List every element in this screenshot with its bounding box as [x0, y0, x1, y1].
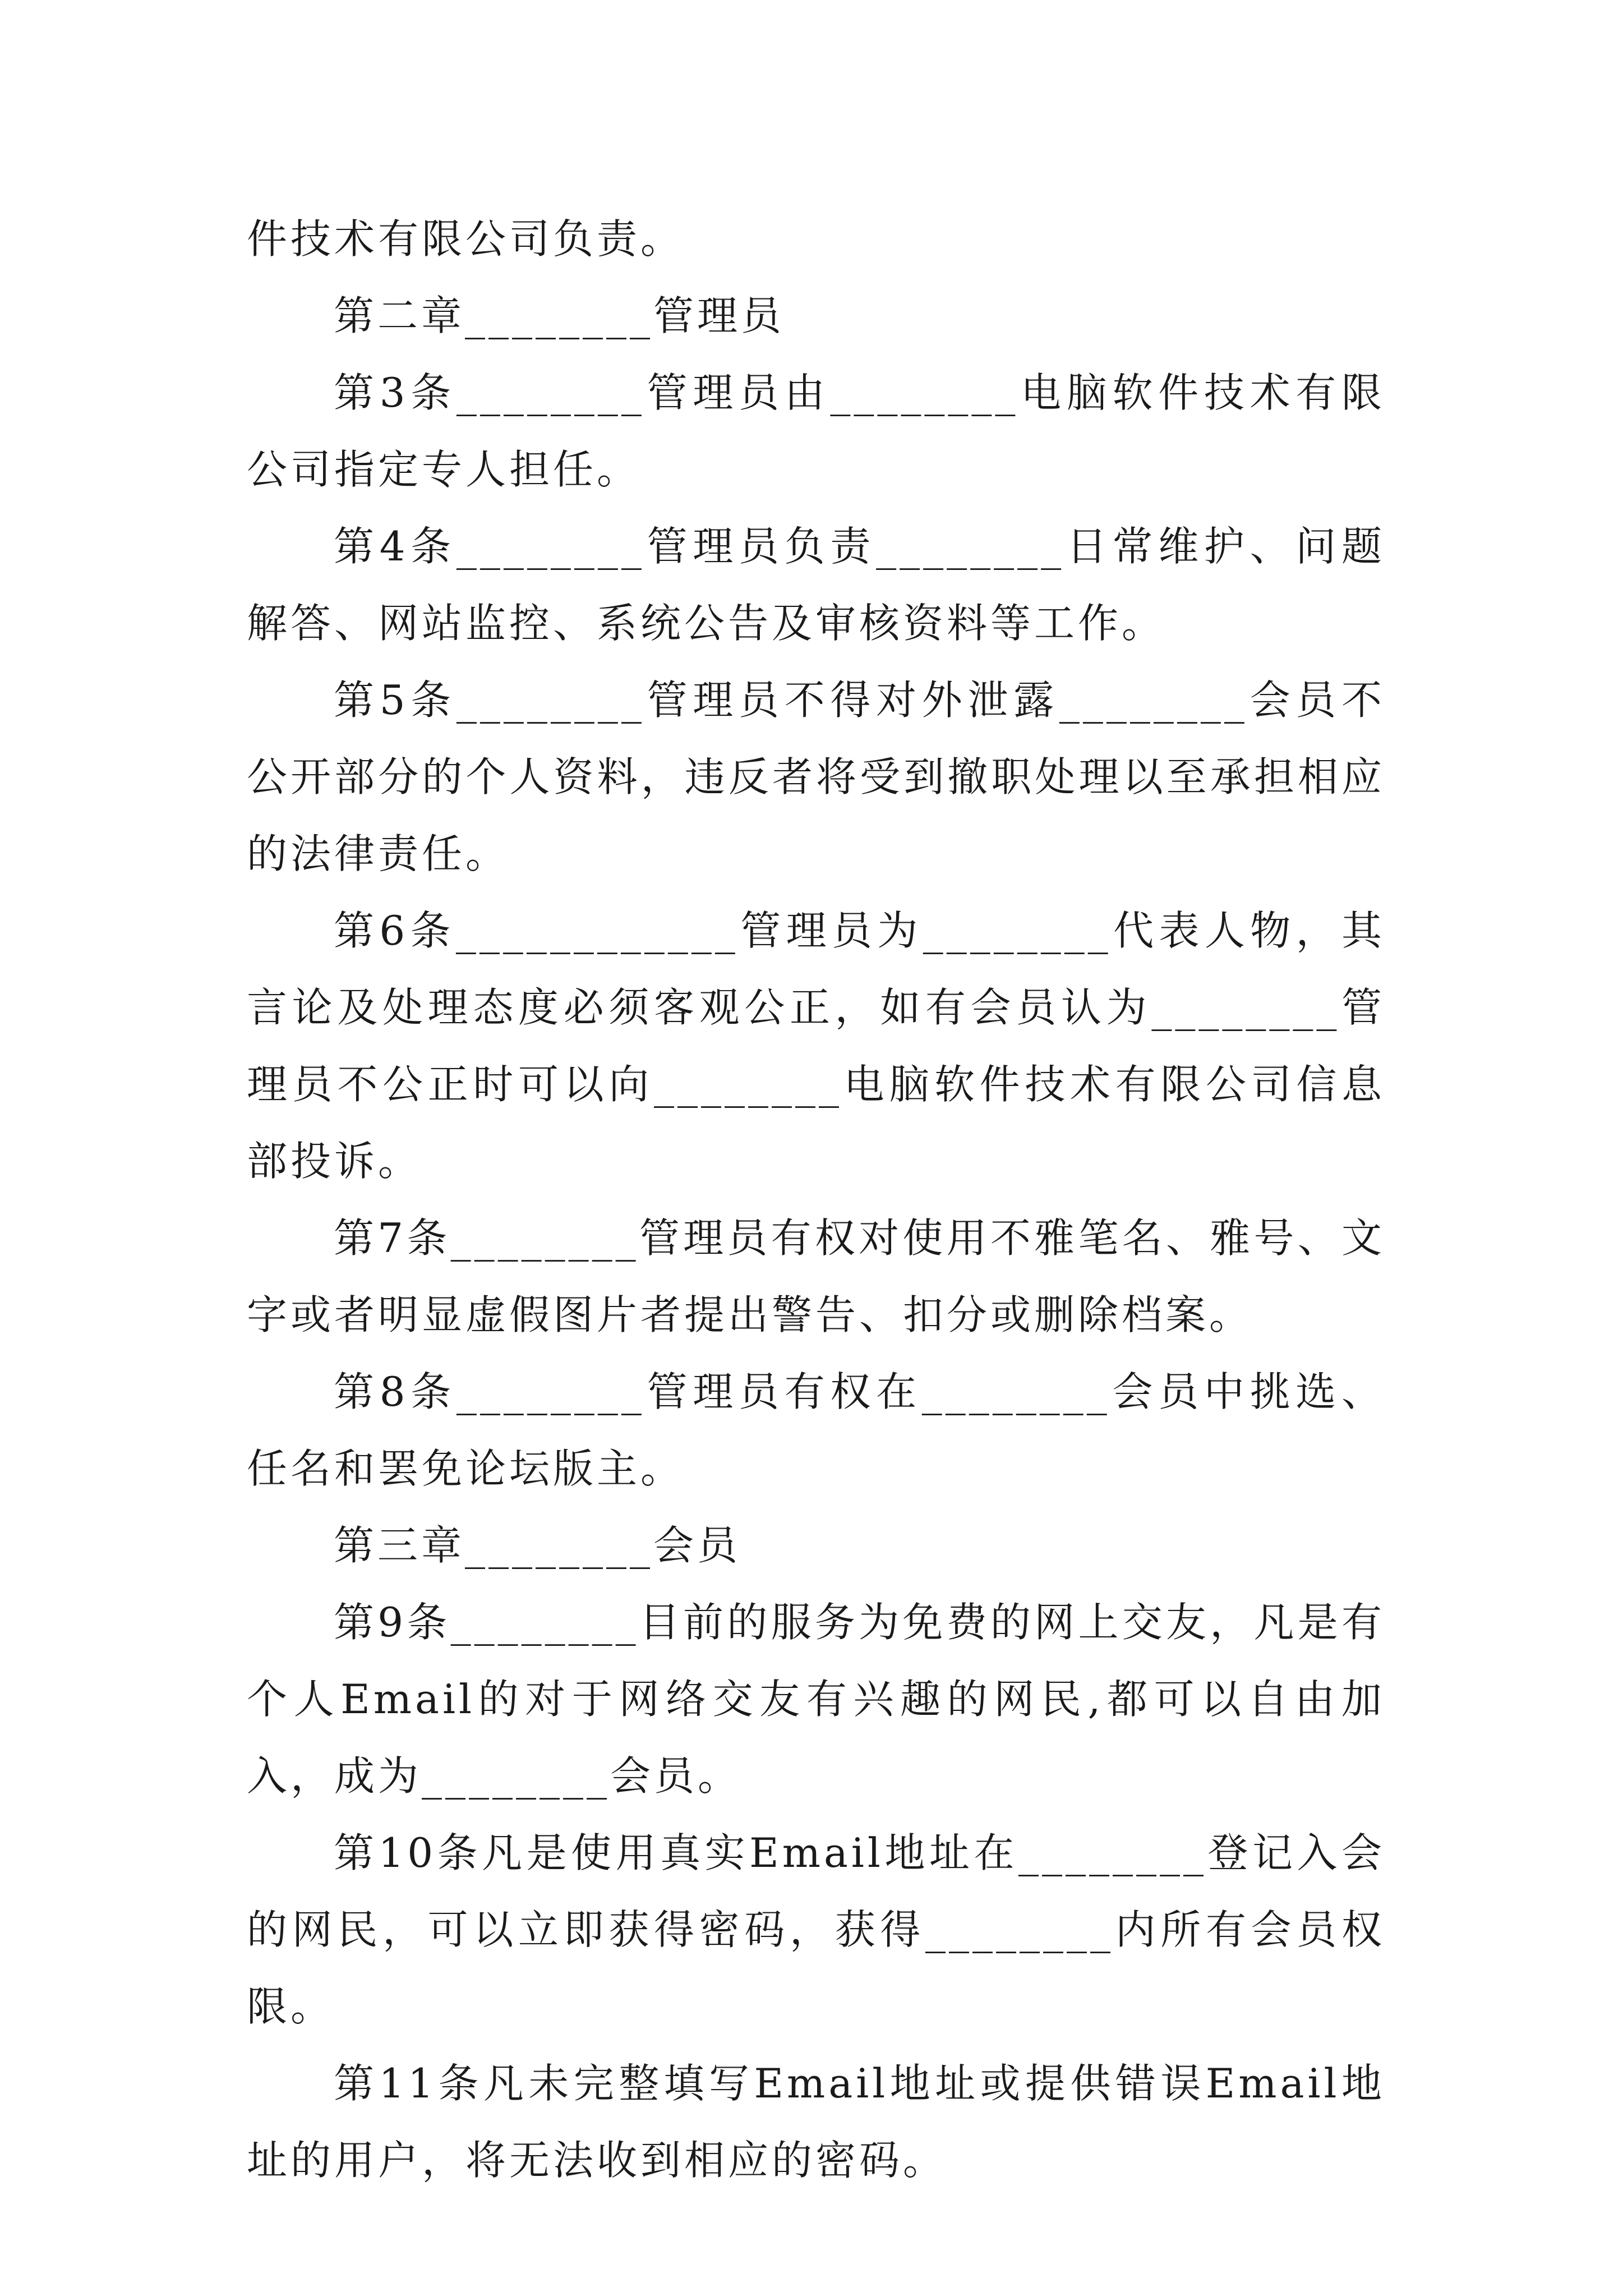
article-7: 第7条________管理员有权对使用不雅笔名、雅号、文字或者明显虚假图片者提出警告、扣分或删除档案。 [247, 1214, 1385, 1338]
chapter-2-heading: 第二章________管理员 [334, 292, 785, 339]
article-4: 第4条________管理员负责________日常维护、问题解答、网站监控、系统公告及审核资料等工作。 [247, 523, 1385, 647]
article-3: 第3条________管理员由________电脑软件技术有限公司指定专人担任。 [247, 369, 1385, 493]
article-8: 第8条________管理员有权在________会员中挑选、任名和罢免论坛版主。 [247, 1368, 1385, 1492]
document-body [247, 201, 1385, 2199]
paragraph-continuation: 件技术有限公司负责。 [247, 215, 685, 263]
article-11: 第11条凡未完整填写Email地址或提供错误Email地址的用户，将无法收到相应的密码。 [247, 2060, 1385, 2184]
article-9: 第9条________目前的服务为免费的网上交友，凡是有个人Email的对于网络交友有兴趣的网民,都可以自由加入，成为________会员。 [247, 1599, 1385, 1800]
chapter-3-heading: 第三章________会员 [334, 1522, 741, 1569]
article-10: 第10条凡是使用真实Email地址在________登记入会的网民，可以立即获得密码，获得________内所有会员权限。 [247, 1829, 1385, 2030]
article-5: 第5条________管理员不得对外泄露________会员不公开部分的个人资料，违反者将受到撤职处理以至承担相应的法律责任。 [247, 677, 1385, 877]
article-6: 第6条____________管理员为________代表人物，其言论及处理态度必须客观公正，如有会员认为________管理员不公正时可以向________电脑软件技术有限公司信息部投诉。 [247, 907, 1385, 1185]
